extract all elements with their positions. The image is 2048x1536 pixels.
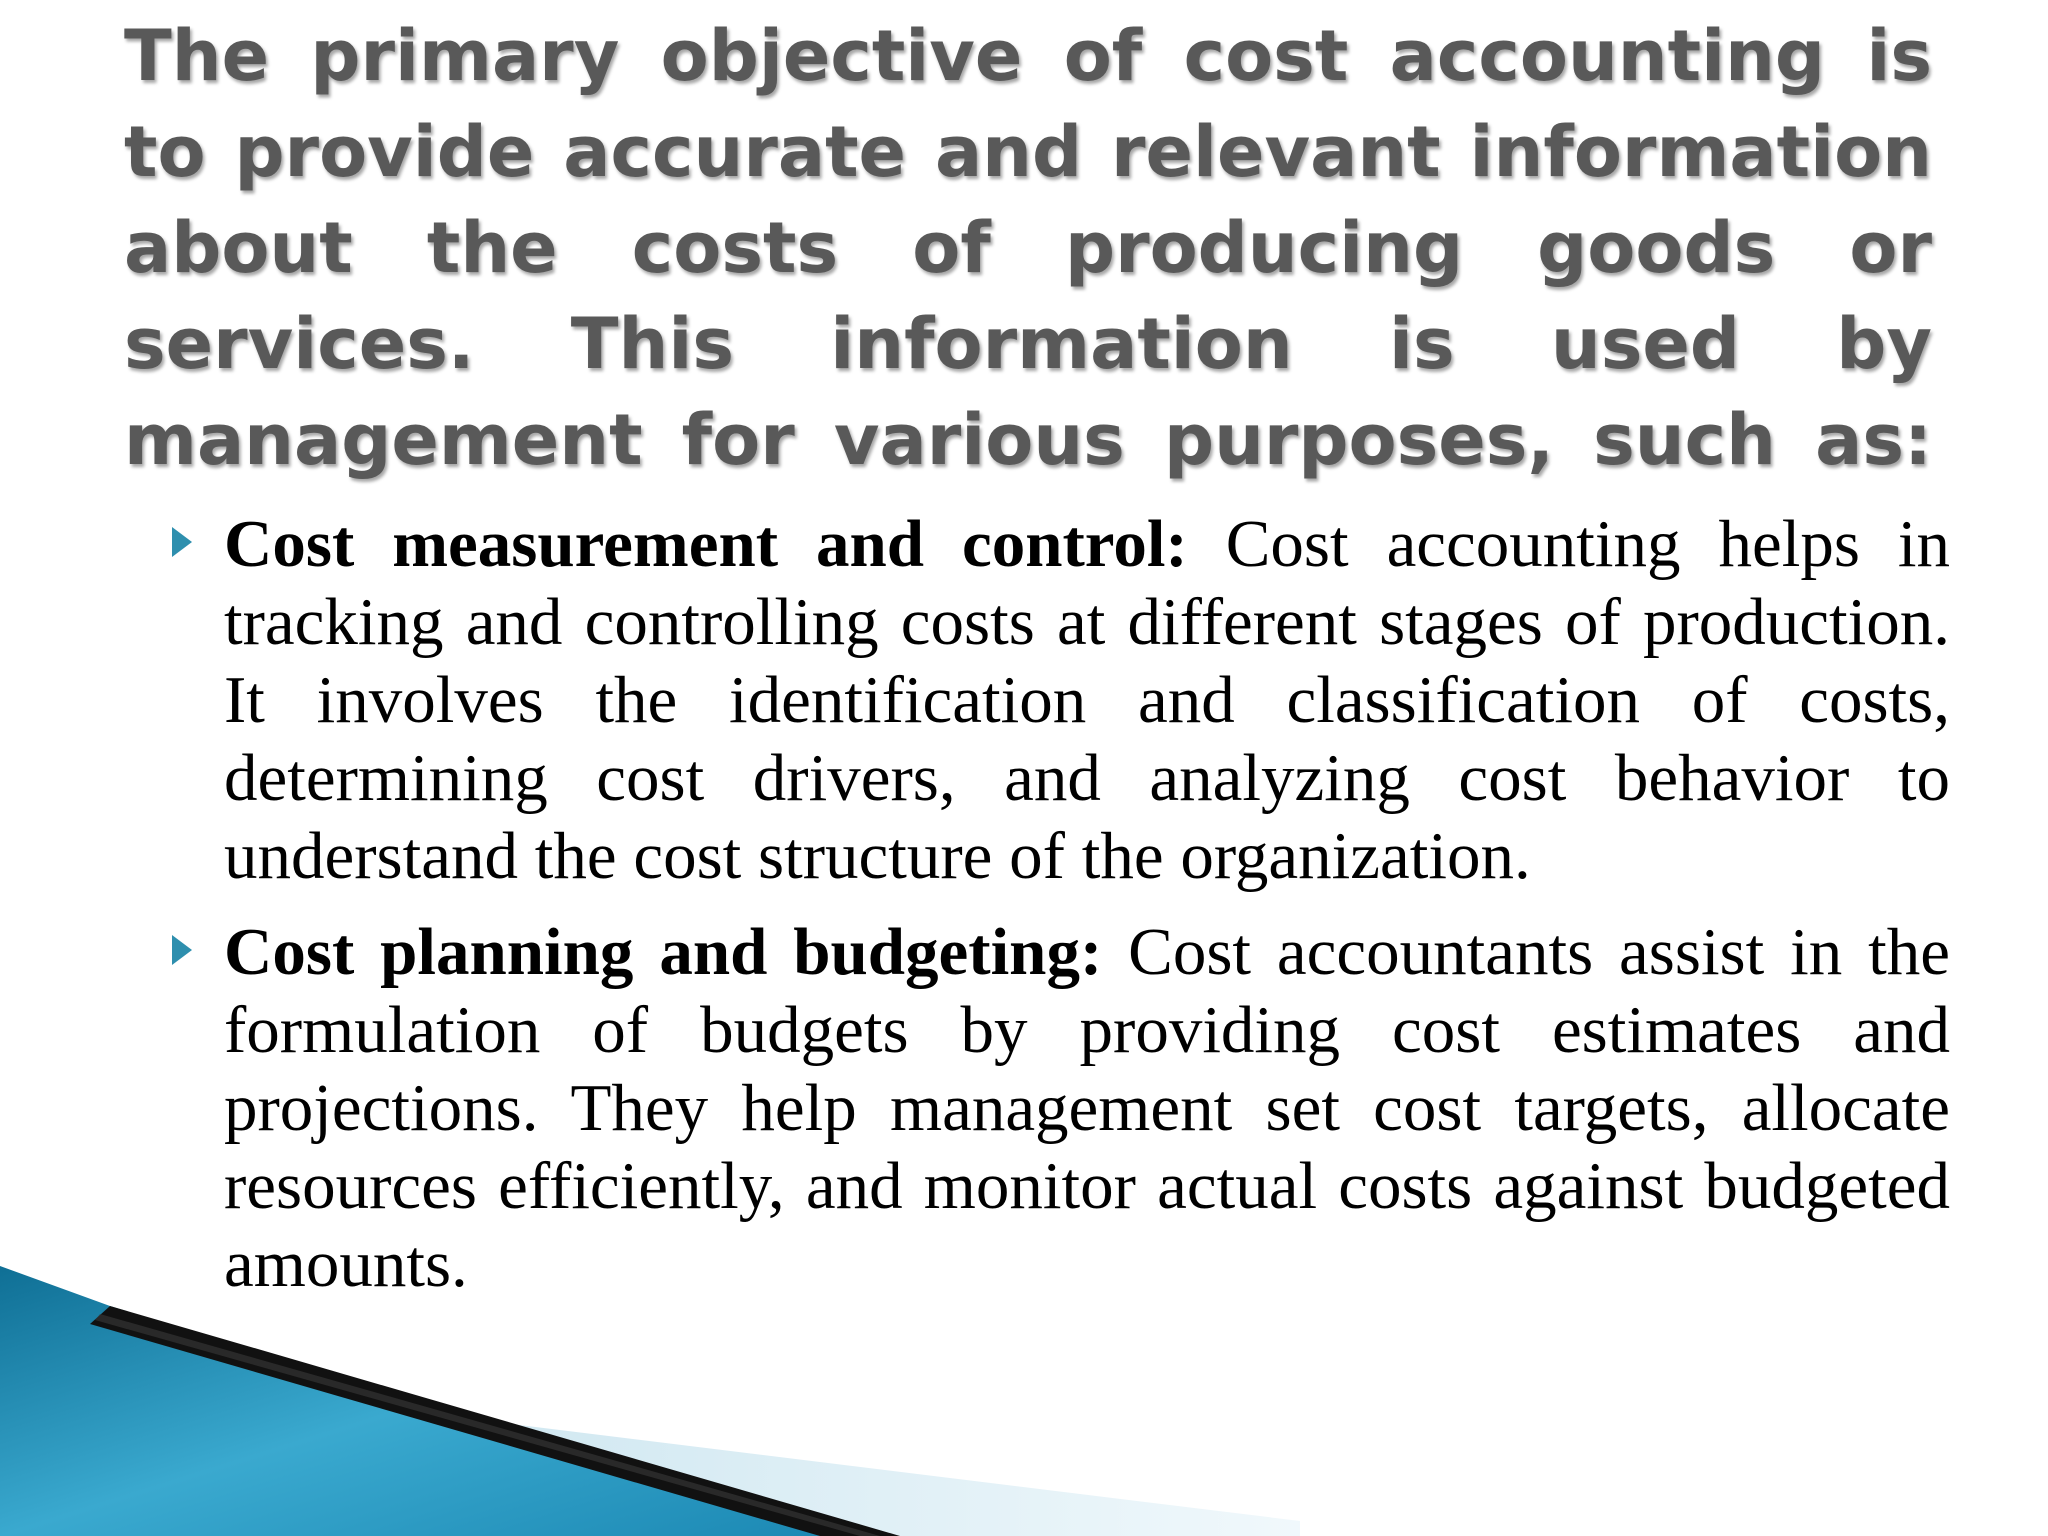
triangle-bullet-icon	[172, 935, 192, 965]
bullet-item-cost-planning	[124, 913, 1950, 1303]
bullet-item-cost-measurement	[124, 505, 1950, 895]
bullet-text: Cost accounting helps in tracking and controlling costs at different stages of production. It involves the identification and classification of costs, determining cost drivers, and analyzing cost behavior to understand the cost structure of the organization.	[224, 507, 1950, 893]
bullet-list	[124, 505, 1950, 1321]
bullet-text: Cost accountants assist in the formulation of budgets by providing cost estimates and projections. They help management set cost targets, allocate resources efficiently, and monitor actual costs against budgeted amounts.	[224, 915, 1950, 1301]
slide-title: The primary objective of cost accounting is to provide accurate and relevant information about the costs of producing goods or services. This information is used by management for various purposes, such as:	[124, 15, 1932, 481]
bullet-term: Cost measurement and control:	[224, 507, 1226, 581]
triangle-bullet-icon	[172, 527, 192, 557]
bullet-term: Cost planning and budgeting:	[224, 915, 1129, 989]
